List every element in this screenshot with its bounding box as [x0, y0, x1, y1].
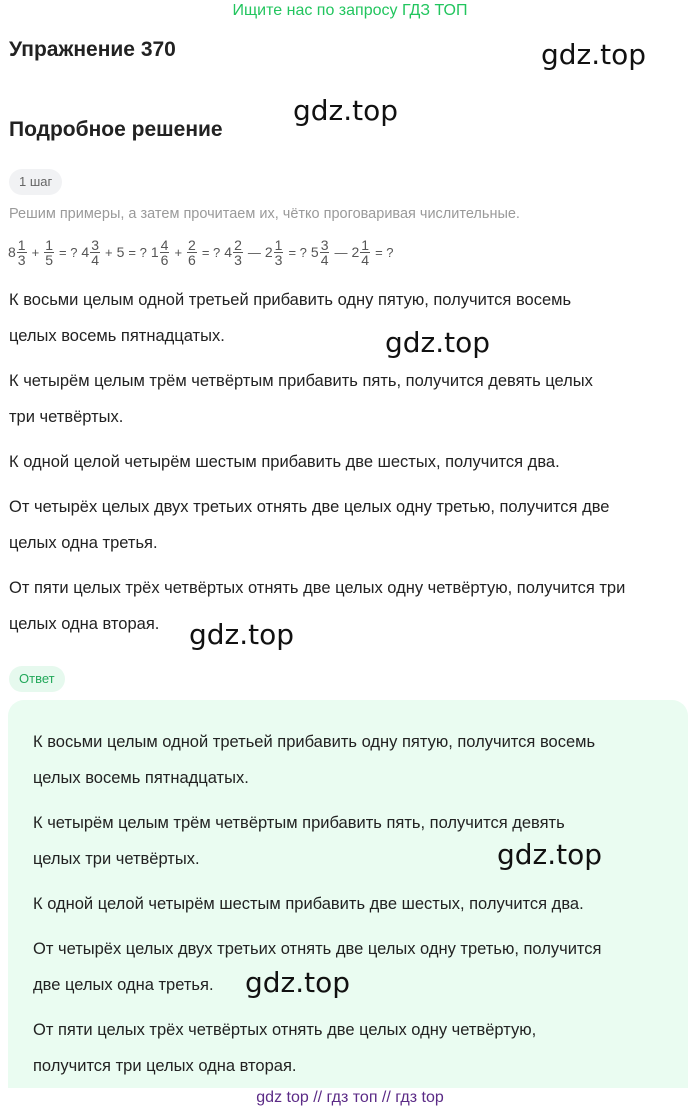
fraction — [187, 238, 197, 267]
page-title: Упражнение 370 — [9, 38, 176, 61]
denominator: 4 — [361, 251, 370, 268]
watermark: gdz.top — [293, 94, 399, 127]
math-whole: 2 — [264, 244, 273, 260]
math-operator: + — [31, 244, 40, 260]
numerator: 3 — [91, 236, 100, 253]
solution-line: От пяти целых трёх четвёртых отнять две целых одну четвёртую, получится три — [9, 579, 626, 597]
denominator: 5 — [45, 251, 53, 268]
watermark: gdz.top — [189, 618, 295, 651]
intro-text: Решим примеры, а затем прочитаем их, чётко проговаривая числительные. — [9, 206, 520, 222]
solution-paragraph — [9, 489, 689, 561]
answer-line: К восьми целым одной третьей прибавить одну пятую, получится восемь — [33, 733, 596, 751]
answer-paragraph — [33, 931, 678, 1003]
watermark: gdz.top — [245, 966, 351, 999]
solution-paragraph — [9, 282, 689, 354]
solution-line: три четвёртых. — [9, 408, 124, 426]
numerator: 1 — [361, 236, 370, 253]
math-expressions — [8, 228, 398, 276]
solution-line: целых одна третья. — [9, 534, 158, 552]
fraction — [320, 238, 330, 267]
denominator: 4 — [91, 251, 100, 268]
answer-line: К одной целой четырём шестым прибавить две шестых, получится два. — [33, 895, 584, 913]
numerator: 1 — [274, 236, 283, 253]
math-equals: = ? — [375, 244, 394, 260]
step-badge: 1 шаг — [9, 169, 62, 195]
math-operator: + — [174, 244, 183, 260]
math-equals: = ? — [201, 244, 221, 260]
math-whole: 4 — [224, 244, 233, 260]
answer-line: целых восемь пятнадцатых. — [33, 769, 249, 787]
answer-paragraph — [33, 724, 678, 796]
answer-line: От четырёх целых двух третьих отнять две целых одну третью, получится — [33, 940, 602, 958]
answer-paragraph — [33, 1012, 678, 1084]
fraction — [44, 238, 54, 267]
math-operator: — — [334, 244, 348, 260]
watermark: gdz.top — [541, 38, 647, 71]
math-equals: = ? — [288, 244, 307, 260]
fraction — [233, 238, 243, 267]
solution-line: От четырёх целых двух третьих отнять две целых одну третью, получится две — [9, 498, 610, 516]
top-banner[interactable]: Ищите нас по запросу ГДЗ ТОП — [232, 2, 468, 19]
solution-line: целых одна вторая. — [9, 615, 160, 633]
solution-line: К одной целой четырём шестым прибавить две шестых, получится два. — [9, 453, 560, 471]
solution-line: К восьми целым одной третьей прибавить одну пятую, получится восемь — [9, 291, 572, 309]
math-whole: 8 — [8, 244, 16, 260]
denominator: 3 — [274, 251, 283, 268]
numerator: 3 — [320, 236, 329, 253]
fraction — [90, 238, 100, 267]
solution-paragraph — [9, 570, 689, 642]
section-title: Подробное решение — [9, 118, 223, 141]
solution-line: К четырём целым трём четвёртым прибавить пять, получится девять целых — [9, 372, 593, 390]
denominator: 3 — [234, 251, 242, 268]
answer-line: целых три четвёртых. — [33, 850, 200, 868]
answer-badge: Ответ — [9, 666, 65, 692]
denominator: 6 — [160, 251, 169, 268]
solution-paragraph — [9, 444, 689, 480]
solution-line: целых восемь пятнадцатых. — [9, 327, 225, 345]
fraction — [274, 238, 284, 267]
solution-paragraph — [9, 363, 689, 435]
math-operator: + — [105, 244, 113, 260]
answer-line: От пяти целых трёх четвёртых отнять две целых одну четвёртую, — [33, 1021, 537, 1039]
denominator: 4 — [320, 251, 329, 268]
numerator: 2 — [234, 236, 242, 253]
watermark: gdz.top — [385, 326, 491, 359]
math-term: 5 — [116, 244, 125, 260]
math-equals: = ? — [128, 244, 147, 260]
math-equals: = ? — [58, 244, 78, 260]
answer-line: К четырём целым трём четвёртым прибавить пять, получится девять — [33, 814, 565, 832]
fraction — [360, 238, 370, 267]
denominator: 6 — [188, 251, 196, 268]
fraction — [160, 238, 170, 267]
numerator: 1 — [45, 236, 53, 253]
math-whole: 4 — [81, 244, 90, 260]
answer-line: две целых одна третья. — [33, 976, 214, 994]
math-operator: — — [247, 244, 261, 260]
numerator: 1 — [17, 236, 26, 253]
footer-links[interactable]: gdz top // гдз топ // гдз top — [256, 1089, 444, 1106]
answer-paragraph — [33, 886, 678, 922]
math-whole: 5 — [310, 244, 319, 260]
fraction — [17, 238, 27, 267]
numerator: 2 — [188, 236, 196, 253]
denominator: 3 — [17, 251, 26, 268]
math-whole: 1 — [150, 244, 159, 260]
numerator: 4 — [160, 236, 169, 253]
watermark: gdz.top — [497, 838, 603, 871]
math-whole: 2 — [351, 244, 360, 260]
answer-line: получится три целых одна вторая. — [33, 1057, 297, 1075]
